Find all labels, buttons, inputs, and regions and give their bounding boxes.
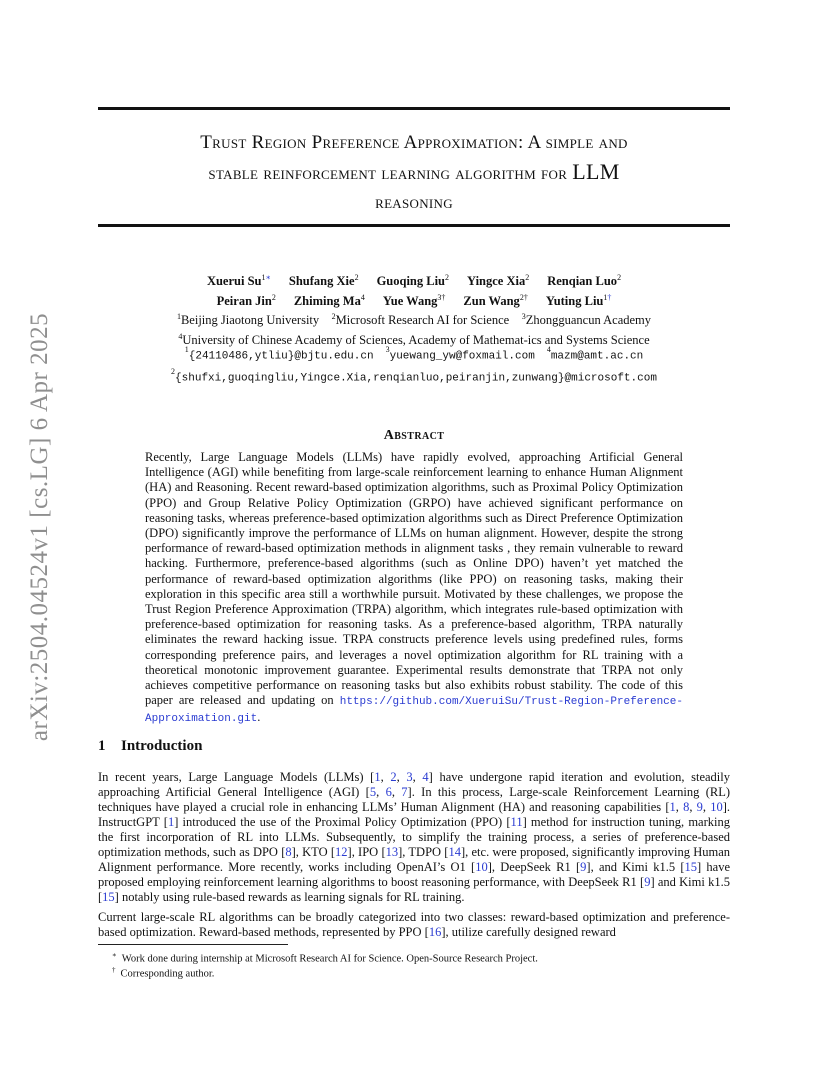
citation-link[interactable]: 12 <box>335 845 348 859</box>
paragraph-text: ] notably using rule-based rewards as learning signals for RL training. <box>114 890 465 904</box>
paragraph-text: ], IPO [ <box>347 845 386 859</box>
citation-link[interactable]: 9 <box>580 860 587 874</box>
footnote-1: ∗ Work done during internship at Microsoft Research AI for Science. Open-Source Research Project. <box>112 951 538 965</box>
author-name: Zhiming Ma$^4$ <box>293 292 365 308</box>
citation-link[interactable]: 1 <box>374 770 381 784</box>
paragraph-text: ] method for instruction tuning, marking the first incorporation of RL into LLMs. Subsequently, to simplify the training process, a series of preference-based optimization methods, such as DPO [ <box>98 815 730 859</box>
paragraph-text: , <box>412 770 423 784</box>
citation-link[interactable]: 4 <box>422 770 429 784</box>
footnote-rule <box>98 944 288 945</box>
affiliations-line-1: $^1$Beijing Jiaotong University $^2$Microsoft Research AI for Science $^3$Zhongguancun Academy <box>176 312 652 328</box>
author-note-mark[interactable]: ∗ <box>265 273 271 282</box>
email-2: yuewang_yw@foxmail.com <box>389 350 535 363</box>
abstract-body: Recently, Large Language Models (LLMs) have rapidly evolved, approaching Artificial General Intelligence (AGI) while benefiting from large-scale reinforcement learning to enhance Human Alignment (HA) and Reasoning. Recent reward-based optimization algorithms, such as Proximal Policy Optimization (PPO) and Group Relative Policy Optimization (GRPO) have achieved significant performance on reasoning tasks, whereas preference-based optimization algorithms such as Direct Preference Optimization (DPO) significantly improve the performance of LLMs on human alignment. However, despite the strong performance of reward-based optimization methods in alignment tasks , they remain vulnerable to reward hacking. Furthermore, preference-based algorithms (such as Online DPO) haven’t yet matched the performance of reward-based optimization algorithms (like PPO) on reasoning tasks, making their exploration in this specific area still a worthwhile pursuit. Motivated by these challenges, we propose the Trust Region Preference Approximation (TRPA) algorithm, which integrates rule-based optimization with preference-based optimization for reasoning tasks. As a preference-based algorithm, TRPA naturally eliminates the reward hacking issue. TRPA constructs preference levels using predefined rules, forms corresponding preference pairs, and leverages a novel optimization algorithm for RL training with a theoretical monotonic improvement guarantee. Experimental results demonstrate that TRPA not only achieves competitive performance on reasoning tasks but also exhibits robust stability. The code of this paper are released and updating on https://github.com/XueruiSu/Trust-Region-Preference-Approximation.git. <box>145 450 683 726</box>
intro-paragraph-1 <box>98 770 730 905</box>
paragraph-text: ]. InstructGPT [ <box>98 800 731 829</box>
citation-link[interactable]: 2 <box>390 770 397 784</box>
author-affiliation-mark: 2 <box>354 273 359 282</box>
affiliation-2: Microsoft Research AI for Science <box>335 313 510 328</box>
paragraph-text: ]. In this process, Large-scale Reinforcement Learning (RL) techniques have played a crucial role in enhancing LLMs’ Human Alignment (HA) and reasoning capabilities [ <box>98 785 731 814</box>
email-block <box>98 342 730 387</box>
title-line-2: stable reinforcement learning algorithm for LLM <box>208 159 620 184</box>
author-row-1 <box>98 270 730 290</box>
author-name: Shufang Xie$^2$ <box>288 273 359 289</box>
affiliation-3: Zhongguancun Academy <box>525 313 652 328</box>
paragraph-text: , <box>702 800 711 814</box>
author-name: Yingce Xia$^2$ <box>467 273 530 289</box>
citation-link[interactable]: 13 <box>385 845 399 859</box>
email-line-1: $^1${24110486,ytliu}@bjtu.edu.cn $^3$yuewang_yw@foxmail.com $^4$mazm@amt.ac.cn <box>184 345 644 363</box>
paragraph-text: ] have undergone rapid iteration and evolution, steadily approaching Artificial General Intelligence (AGI) [ <box>98 770 730 799</box>
paragraph-text: ], TDPO [ <box>398 845 449 859</box>
intro-paragraph-2 <box>98 910 730 940</box>
paragraph-text: In recent years, Large Language Models (LLMs) [ <box>98 770 375 784</box>
citation-link[interactable]: 10 <box>475 860 488 874</box>
email-4: {shufxi,guoqingliu,Yingce.Xia,renqianluo,peiranjin,zunwang}@microsoft.com <box>175 372 657 385</box>
title-bottom-rule <box>98 224 730 227</box>
citation-link[interactable]: 16 <box>428 925 442 939</box>
author-affiliation-mark: 2 <box>271 292 276 302</box>
citation-link[interactable]: 7 <box>401 785 408 799</box>
section-number: 1 <box>98 738 106 754</box>
email-1: {24110486,ytliu}@bjtu.edu.cn <box>188 350 374 363</box>
citation-link[interactable]: 1 <box>167 815 175 829</box>
author-affiliation-mark: 1 <box>603 292 608 302</box>
author-name: Zun Wang$^{2\dagger}$ <box>463 292 528 308</box>
paragraph-text: ], utilize carefully designed reward <box>441 925 616 939</box>
author-name: Peiran Jin$^2$ <box>216 292 276 308</box>
title-line-3: reasoning <box>375 192 453 213</box>
citation-link[interactable]: 14 <box>448 845 461 859</box>
title-top-rule <box>98 107 730 110</box>
citation-link[interactable]: 3 <box>406 770 413 784</box>
paragraph-text: ], etc. were proposed, significantly improving Human Alignment performance. More recently, works including OpenAI’s O1 [ <box>98 845 730 874</box>
citation-link[interactable]: 11 <box>510 815 523 829</box>
email-3: mazm@amt.ac.cn <box>550 350 644 363</box>
author-name: Guoqing Liu$^2$ <box>376 273 450 289</box>
section-heading-introduction <box>98 738 730 755</box>
paragraph-text: ], and Kimi k1.5 [ <box>586 860 685 874</box>
author-affiliation-mark: 2† <box>519 292 528 302</box>
paragraph-text: , <box>380 770 391 784</box>
section-title: Introduction <box>121 738 203 754</box>
citation-link[interactable]: 5 <box>369 785 377 799</box>
affiliations-line-2: $^4$University of Chinese Academy of Sciences, Academy of Mathemat-ics and Systems Science <box>178 331 650 348</box>
paragraph-text: ] introduced the use of the Proximal Policy Optimization (PPO) [ <box>174 815 511 829</box>
author-affiliation-mark: 1 <box>261 273 266 282</box>
author-name: Yue Wang$^{3\dagger}$ <box>382 292 446 308</box>
paragraph-text: Current large-scale RL algorithms can be broadly categorized into two classes: reward-based optimization and preference-based optimization. Reward-based methods, represented by PPO [ <box>98 910 730 939</box>
author-note-mark[interactable]: † <box>607 292 612 302</box>
abstract-text: Recently, Large Language Models (LLMs) have rapidly evolved, approaching Artificial General Intelligence (AGI) while benefiting from large-scale reinforcement learning to enhance Human Alignment (HA) and Reasoning. Recent reward-based optimization algorithms, such as Proximal Policy Optimization (PPO) and Group Relative Policy Optimization (GRPO) have achieved significant performance on reasoning tasks, whereas preference-based optimization algorithms such as Direct Preference Optimization (DPO) significantly improve the performance of LLMs on human alignment. However, despite the strong performance of reward-based optimization methods in alignment tasks , they remain vulnerable to reward hacking. Furthermore, preference-based algorithms (such as Online DPO) haven’t yet matched the performance of reward-based optimization algorithms (like PPO) on reasoning tasks, making their exploration in this specific area still a worthwhile pursuit. Motivated by these challenges, we propose the Trust Region Preference Approximation (TRPA) algorithm, which integrates rule-based optimization with preference-based optimization for reasoning tasks. As a preference-based algorithm, TRPA naturally eliminates the reward hacking issue. TRPA constructs preference levels using predefined rules, forms corresponding preference pairs, and leverages a novel optimization algorithm for RL training with a theoretical monotonic improvement guarantee. Experimental results demonstrate that TRPA not only achieves competitive performance on reasoning tasks but also exhibits robust stability. The code of this paper are released and updating on <box>145 450 683 708</box>
paragraph-text: ] and Kimi k1.5 [ <box>98 875 730 904</box>
author-affiliation-mark: 4 <box>360 292 365 302</box>
author-name: Yuting Liu$^{1\dagger}$ <box>545 292 612 308</box>
paragraph-text: ] have proposed employing reinforcement learning algorithms to boost reasoning performance, with DeepSeek R1 [ <box>98 860 731 889</box>
citation-link[interactable]: 15 <box>102 890 115 904</box>
citation-link[interactable]: 1 <box>669 800 676 814</box>
affiliation-1: Beijing Jiaotong University <box>180 313 320 328</box>
citation-link[interactable]: 8 <box>285 845 292 859</box>
citation-link[interactable]: 6 <box>385 785 392 799</box>
author-block <box>98 270 730 349</box>
abstract-heading: Abstract <box>383 428 445 443</box>
citation-link[interactable]: 15 <box>684 860 697 874</box>
arxiv-id: arXiv:2504.04524v1 [cs.LG] 6 Apr 2025 <box>26 312 54 742</box>
author-affiliation-mark: 2 <box>445 273 450 282</box>
title-line-1: Trust Region Preference Approximation: A simple and <box>200 132 628 153</box>
paragraph-text: ], KTO [ <box>291 845 336 859</box>
author-affiliation-mark: 2 <box>617 273 622 282</box>
paragraph-text: , <box>675 800 684 814</box>
author-affiliation-mark: 3† <box>437 292 446 302</box>
paper-title <box>98 128 730 217</box>
author-name: Xuerui $Su^{1∗}$ <box>206 273 271 289</box>
paragraph-text: ], DeepSeek R1 [ <box>487 860 581 874</box>
citation-link[interactable]: 8 <box>683 800 690 814</box>
email-line-2: $^2${shufxi,guoqingliu,Yingce.Xia,renqianluo,peiranjin,zunwang}@microsoft.com <box>171 367 657 385</box>
arxiv-sidebar <box>2 292 78 762</box>
code-link[interactable]: https://github.com/XueruiSu/Trust-Region-Preference-Approximation.git <box>145 696 683 726</box>
paragraph-text: , <box>396 770 407 784</box>
paragraph-text: , <box>376 785 386 799</box>
citation-link[interactable]: 10 <box>710 800 723 814</box>
citation-link[interactable]: 9 <box>696 800 703 814</box>
paragraph-text: , <box>391 785 402 799</box>
paragraph-text: , <box>689 800 697 814</box>
author-row-2 <box>98 290 730 310</box>
affiliation-4: University of Chinese Academy of Sciences, Academy of Mathemat-ics and Systems Science <box>182 333 650 348</box>
citation-link[interactable]: 9 <box>644 875 651 889</box>
author-name: Renqian Luo$^2$ <box>547 273 622 289</box>
footnote-2: † Corresponding author. <box>112 966 215 980</box>
author-affiliation-mark: 2 <box>525 273 530 282</box>
